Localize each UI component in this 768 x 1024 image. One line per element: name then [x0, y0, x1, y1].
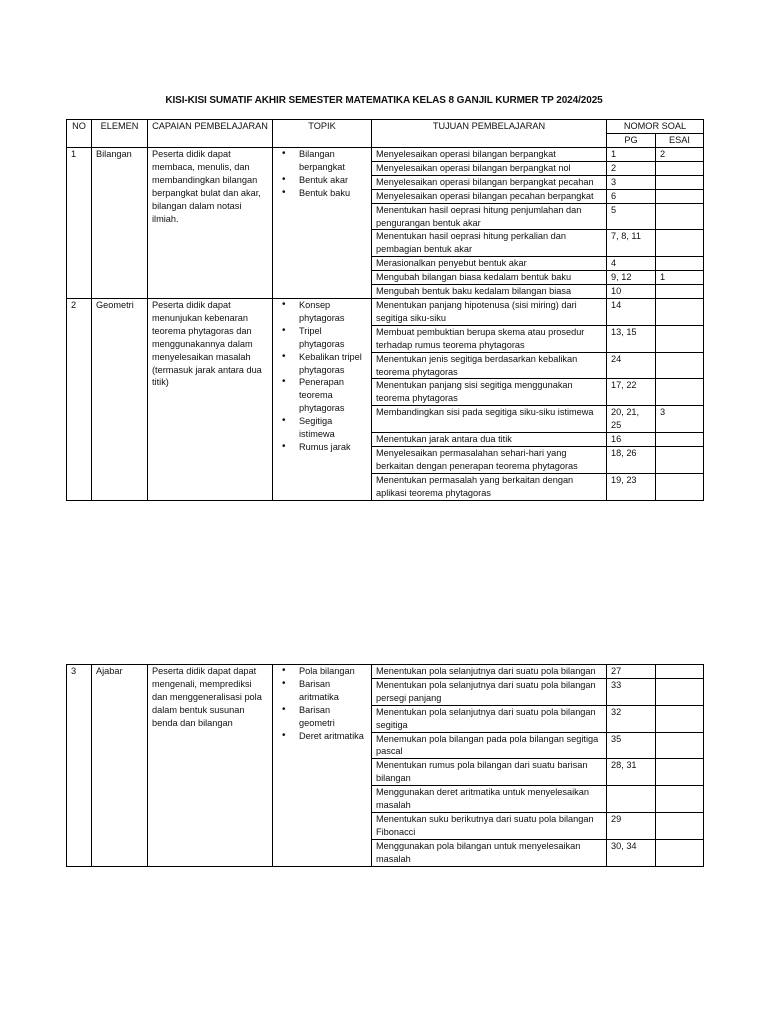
cell-esai: [656, 705, 704, 732]
cell-tujuan: Menentukan pola selanjutnya dari suatu pola bilangan: [372, 665, 607, 679]
header-capaian: CAPAIAN PEMBELAJARAN: [148, 120, 273, 148]
cell-pg: 13, 15: [607, 325, 656, 352]
cell-pg: 7, 8, 11: [607, 230, 656, 257]
cell-pg: 28, 31: [607, 759, 656, 786]
cell-no: 3: [67, 665, 92, 867]
cell-tujuan: Menyelesaikan operasi bilangan pecahan berpangkat: [372, 189, 607, 203]
cell-esai: [656, 203, 704, 230]
cell-tujuan: Menyelesaikan operasi bilangan berpangkat: [372, 148, 607, 162]
cell-pg: 33: [607, 678, 656, 705]
topik-item: • Bentuk akar: [299, 174, 367, 187]
cell-tujuan: Menentukan hasil oeprasi hitung penjumlahan dan pengurangan bentuk akar: [372, 203, 607, 230]
cell-tujuan: Menentukan jenis segitiga berdasarkan kebalikan teorema phytagoras: [372, 352, 607, 379]
cell-tujuan: Menemukan pola bilangan pada pola bilangan segitiga pascal: [372, 732, 607, 759]
topik-item: • Tripel phytagoras: [299, 325, 367, 351]
cell-topik: [273, 665, 372, 867]
cell-tujuan: Menggunakan pola bilangan untuk menyelesaikan masalah: [372, 839, 607, 866]
topik-item: • Bentuk baku: [299, 187, 367, 200]
cell-pg: 30, 34: [607, 839, 656, 866]
header-elemen: ELEMEN: [92, 120, 148, 148]
cell-pg: 20, 21, 25: [607, 406, 656, 433]
header-tujuan: TUJUAN PEMBELAJARAN: [372, 120, 607, 148]
cell-pg: 2: [607, 161, 656, 175]
cell-pg: [607, 786, 656, 813]
cell-esai: [656, 352, 704, 379]
cell-pg: 32: [607, 705, 656, 732]
cell-tujuan: Menentukan rumus pola bilangan dari suatu barisan bilangan: [372, 759, 607, 786]
cell-esai: [656, 161, 704, 175]
cell-elemen: Ajabar: [92, 665, 148, 867]
topik-item: • Deret aritmatika: [299, 730, 367, 743]
table-row: [67, 298, 704, 325]
kisi-kisi-table: [66, 119, 704, 501]
cell-esai: [656, 175, 704, 189]
header-esai: ESAI: [656, 134, 704, 148]
cell-topik: [273, 298, 372, 500]
cell-esai: [656, 285, 704, 299]
cell-pg: 17, 22: [607, 379, 656, 406]
cell-capaian: Peserta didik dapat menunjukan kebenaran teorema phytagoras dan menggunakannya dalam menyelesaikan masalah (termasuk jarak antara dua titik): [148, 298, 273, 500]
table-row: [67, 665, 704, 679]
kisi-kisi-table-continued: [66, 664, 704, 867]
topik-item: • Segitiga istimewa: [299, 415, 367, 441]
cell-esai: 3: [656, 406, 704, 433]
header-no: NO: [67, 120, 92, 148]
cell-no: 2: [67, 298, 92, 500]
cell-tujuan: Menyelesaikan operasi bilangan berpangkat nol: [372, 161, 607, 175]
cell-tujuan: Menentukan pola selanjutnya dari suatu pola bilangan persegi panjang: [372, 678, 607, 705]
topik-item: • Pola bilangan: [299, 665, 367, 678]
topik-item: • Rumus jarak: [299, 441, 367, 454]
cell-esai: [656, 759, 704, 786]
cell-topik: [273, 148, 372, 299]
cell-tujuan: Menyelesaikan permasalahan sehari-hari yang berkaitan dengan penerapan teorema phytagoras: [372, 446, 607, 473]
topik-item: • Konsep phytagoras: [299, 299, 367, 325]
cell-tujuan: Mengubah bilangan biasa kedalam bentuk baku: [372, 271, 607, 285]
topik-item: • Kebalikan tripel phytagoras: [299, 351, 367, 377]
cell-capaian: Peserta didik dapat membaca, menulis, dan membandingkan bilangan berpangkat bulat dan akar, bilangan dalam notasi ilmiah.: [148, 148, 273, 299]
cell-esai: [656, 379, 704, 406]
cell-esai: 1: [656, 271, 704, 285]
cell-esai: [656, 433, 704, 447]
cell-pg: 18, 26: [607, 446, 656, 473]
cell-tujuan: Membandingkan sisi pada segitiga siku-siku istimewa: [372, 406, 607, 433]
cell-esai: [656, 189, 704, 203]
cell-tujuan: Menyelesaikan operasi bilangan berpangkat pecahan: [372, 175, 607, 189]
cell-esai: [656, 839, 704, 866]
cell-capaian: Peserta didik dapat dapat mengenali, memprediksi dan menggeneralisasi pola dalam bentuk susunan benda dan bilangan: [148, 665, 273, 867]
cell-pg: 10: [607, 285, 656, 299]
cell-pg: 24: [607, 352, 656, 379]
cell-tujuan: Menggunakan deret aritmatika untuk menyelesaikan masalah: [372, 786, 607, 813]
table-row: [67, 148, 704, 162]
cell-pg: 35: [607, 732, 656, 759]
cell-tujuan: Menentukan panjang sisi segitiga menggunakan teorema phytagoras: [372, 379, 607, 406]
cell-tujuan: Menentukan hasil oeprasi hitung perkalian dan pembagian bentuk akar: [372, 230, 607, 257]
topik-list: [277, 299, 367, 454]
cell-pg: 16: [607, 433, 656, 447]
document-title: KISI-KISI SUMATIF AKHIR SEMESTER MATEMATIKA KELAS 8 GANJIL KURMER TP 2024/2025: [165, 95, 603, 106]
cell-esai: [656, 230, 704, 257]
cell-tujuan: Membuat pembuktian berupa skema atau prosedur terhadap rumus teorema phytagoras: [372, 325, 607, 352]
cell-pg: 6: [607, 189, 656, 203]
topik-item: • Bilangan berpangkat: [299, 148, 367, 174]
cell-esai: [656, 786, 704, 813]
cell-tujuan: Merasionalkan penyebut bentuk akar: [372, 257, 607, 271]
cell-pg: 1: [607, 148, 656, 162]
cell-esai: [656, 298, 704, 325]
cell-esai: [656, 812, 704, 839]
cell-tujuan: Menentukan jarak antara dua titik: [372, 433, 607, 447]
cell-esai: [656, 665, 704, 679]
cell-pg: 3: [607, 175, 656, 189]
cell-pg: 9, 12: [607, 271, 656, 285]
cell-esai: [656, 257, 704, 271]
cell-no: 1: [67, 148, 92, 299]
cell-pg: 4: [607, 257, 656, 271]
cell-esai: [656, 732, 704, 759]
cell-pg: 5: [607, 203, 656, 230]
cell-esai: [656, 678, 704, 705]
cell-tujuan: Menentukan pola selanjutnya dari suatu pola bilangan segitiga: [372, 705, 607, 732]
cell-tujuan: Menentukan suku berikutnya dari suatu pola bilangan Fibonacci: [372, 812, 607, 839]
topik-item: • Barisan geometri: [299, 704, 367, 730]
header-nomor-soal: NOMOR SOAL: [607, 120, 704, 134]
topik-item: • Barisan aritmatika: [299, 678, 367, 704]
cell-tujuan: Menentukan panjang hipotenusa (sisi miring) dari segitiga siku-siku: [372, 298, 607, 325]
cell-esai: [656, 446, 704, 473]
cell-esai: [656, 325, 704, 352]
cell-elemen: Geometri: [92, 298, 148, 500]
cell-tujuan: Menentukan permasalah yang berkaitan dengan aplikasi teorema phytagoras: [372, 473, 607, 500]
cell-esai: [656, 473, 704, 500]
cell-pg: 27: [607, 665, 656, 679]
cell-pg: 14: [607, 298, 656, 325]
topik-item: • Penerapan teorema phytagoras: [299, 376, 367, 415]
cell-elemen: Bilangan: [92, 148, 148, 299]
header-topik: TOPIK: [273, 120, 372, 148]
topik-list: [277, 148, 367, 200]
cell-pg: 29: [607, 812, 656, 839]
cell-tujuan: Mengubah bentuk baku kedalam bilangan biasa: [372, 285, 607, 299]
header-pg: PG: [607, 134, 656, 148]
cell-esai: 2: [656, 148, 704, 162]
topik-list: [277, 665, 367, 742]
cell-pg: 19, 23: [607, 473, 656, 500]
